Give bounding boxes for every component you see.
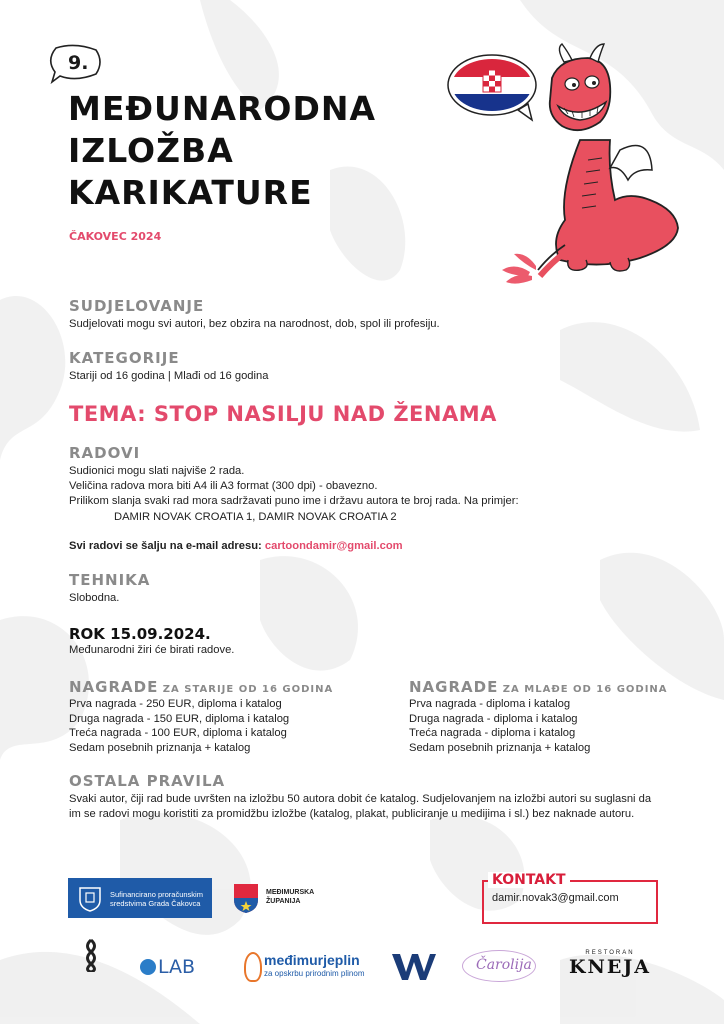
cartoonist-society-logo-icon <box>80 938 102 972</box>
lab-logo <box>140 956 195 978</box>
title-line-3: KARIKATURE <box>68 173 313 212</box>
county-line-1: MEĐIMURSKA <box>266 889 315 896</box>
lab-logo-text: LAB <box>158 956 196 978</box>
categories-text: Stariji od 16 godina | Mlađi od 16 godina <box>69 370 269 382</box>
list-item: Prva nagrada - 250 EUR, diploma i katalog <box>69 698 282 710</box>
carolija-text: Čarolija <box>476 957 532 973</box>
theme-heading: TEMA: STOP NASILJU NAD ŽENAMA <box>69 402 497 426</box>
carolija-logo <box>462 950 538 984</box>
awards-junior-heading: NAGRADE <box>409 678 499 696</box>
works-heading: RADOVI <box>69 444 141 462</box>
works-line-2: Veličina radova mora biti A4 ili A3 format (300 dpi) - obavezno. <box>69 480 378 492</box>
awards-senior-header <box>69 678 333 697</box>
technique-heading: TEHNIKA <box>69 571 151 589</box>
list-item: Druga nagrada - 150 EUR, diploma i katalog <box>69 712 290 725</box>
contact-email[interactable]: damir.novak3@gmail.com <box>492 892 619 904</box>
awards-junior-subheading: ZA MLAĐE OD 16 GODINA <box>502 684 668 695</box>
flame-icon <box>244 952 262 982</box>
awards-senior-subheading: ZA STARIJE OD 16 GODINA <box>162 684 334 695</box>
list-item: Sedam posebnih priznanja + katalog <box>69 741 251 754</box>
list-item: Treća nagrada - 100 EUR, diploma i katalog <box>69 727 287 739</box>
county-line-2: ŽUPANIJA <box>266 898 301 905</box>
works-line-3: Prilikom slanja svaki rad mora sadržavati puno ime i državu autora te broj rada. Na primjer: <box>69 495 519 507</box>
awards-senior-list <box>69 697 289 755</box>
categories-heading: KATEGORIJE <box>69 349 180 367</box>
page-title <box>68 88 398 214</box>
list-item: Sedam posebnih priznanja + katalog <box>409 741 591 754</box>
county-logo-text <box>266 888 314 906</box>
croatian-flag-icon <box>448 55 540 120</box>
works-example: DAMIR NOVAK CROATIA 1, DAMIR NOVAK CROATIA 2 <box>114 511 397 523</box>
works-email-link[interactable]: cartoondamir@gmail.com <box>264 540 403 552</box>
list-item: Prva nagrada - diploma i katalog <box>409 698 571 710</box>
contact-label: KONTAKT <box>488 872 570 888</box>
awards-junior-header <box>409 678 668 697</box>
edition-number: 9. <box>68 52 89 74</box>
works-line-1: Sudionici mogu slati najviše 2 rada. <box>69 465 245 477</box>
list-item: Druga nagrada - diploma i katalog <box>409 712 578 725</box>
county-crest-icon <box>232 882 260 914</box>
works-email-line <box>69 539 403 554</box>
technique-text: Slobodna. <box>69 592 120 604</box>
medjimurjeplin-tagline: za opskrbu prirodnim plinom <box>264 969 365 978</box>
kneja-name: KNEJA <box>568 956 652 978</box>
kneja-logo <box>560 950 660 978</box>
city-funding-logo <box>68 878 212 918</box>
awards-senior-heading: NAGRADE <box>69 678 159 696</box>
list-item: Treća nagrada - diploma i katalog <box>409 727 576 739</box>
other-rules-text: Svaki autor, čiji rad bude uvršten na izložbu 50 autora dobit će katalog. Sudjelovanjem na izložbi autori su suglasni da im se radovi mogu koristiti za promidžbu izložbe (katalog, plakat, publiciranje u medijima i sl.) bez naknade autoru. <box>69 793 652 820</box>
dragon-illustration <box>440 40 690 290</box>
city-crest-icon <box>78 886 102 912</box>
other-rules-heading: OSTALA PRAVILA <box>69 772 226 790</box>
city-funding-text: Sufinancirano proračunskim sredstvima Grada Čakovca <box>110 890 203 908</box>
awards-junior-list <box>409 697 590 755</box>
title-line-1: MEĐUNARODNA <box>68 89 376 128</box>
medjimurjeplin-name: međimurjeplin <box>264 952 360 968</box>
deadline-text: Međunarodni žiri će birati radove. <box>69 644 235 656</box>
participation-text: Sudjelovati mogu svi autori, bez obzira na narodnost, dob, spol ili profesiju. <box>69 318 440 330</box>
medjimurske-vode-logo-icon <box>392 950 436 980</box>
deadline-heading: ROK 15.09.2024. <box>69 625 211 643</box>
title-line-2: IZLOŽBA <box>68 131 234 170</box>
participation-heading: SUDJELOVANJE <box>69 297 205 315</box>
city-year: ČAKOVEC 2024 <box>69 230 162 243</box>
kneja-small-text: RESTORAN <box>585 950 635 956</box>
works-email-prefix: Svi radovi se šalju na e-mail adresu: <box>69 540 262 552</box>
globe-icon <box>140 959 156 975</box>
